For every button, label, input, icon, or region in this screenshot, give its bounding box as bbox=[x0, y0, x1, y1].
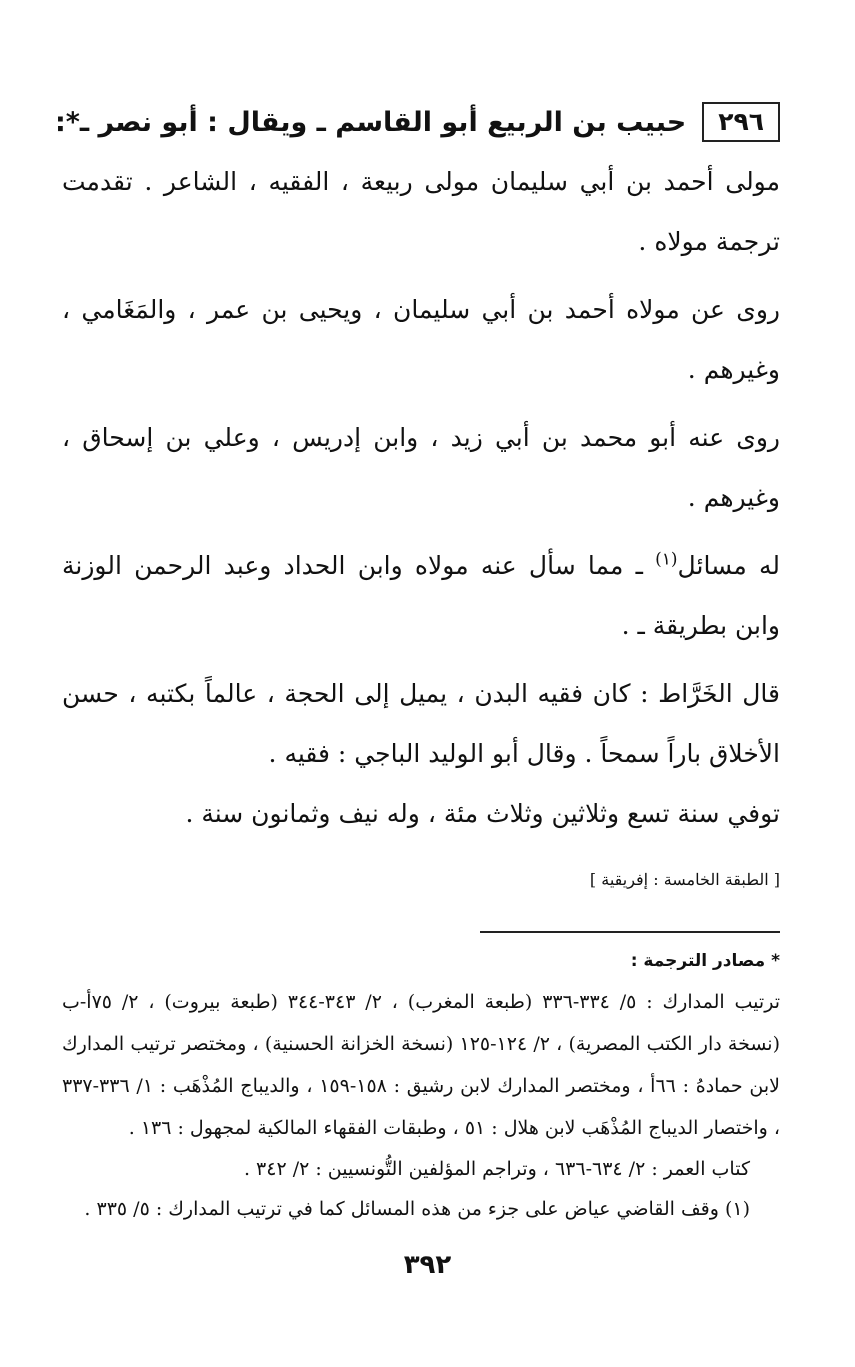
paragraph-description: قال الخَرَّاط : كان فقيه البدن ، يميل إلى الحجة ، عالماً بكتبه ، حسن الأخلاق باراً سمحاً . وقال أبو الوليد الباجي : فقيه . bbox=[62, 679, 780, 768]
page-content bbox=[54, 100, 780, 1229]
questions-text-start: له مسائل bbox=[677, 551, 780, 580]
sources-line-2: كتاب العمر : ٢/ ٦٣٤-٦٣٦ ، وتراجم المؤلفين التُّونسيين : ٢/ ٣٤٢ . bbox=[243, 1158, 750, 1180]
section-tag: [ الطبقة الخامسة : إفريقية ] bbox=[589, 870, 780, 889]
entry-title: حبيب بن الربيع أبو القاسم ـ ويقال : أبو نصر ـ*: bbox=[54, 106, 687, 138]
paragraph-patronage: مولى أحمد بن أبي سليمان مولى ربيعة ، الفقيه ، الشاعر . تقدمت ترجمة مولاه . bbox=[62, 167, 780, 256]
sources-text: ترتيب المدارك : ٥/ ٣٣٤-٣٣٦ (طبعة المغرب) ، ٢/ ٣٤٣-٣٤٤ (طبعة بيروت) ، ٢/ ٧٥أ-ب (نسخة دار الكتب المصرية) ، ٢/ ١٢٤-١٢٥ (نسخة الخزانة الحسنية) ، ومختصر ترتيب المدارك لابن حمادهُ : ٦٦أ ، ومختصر المدارك لابن رشيق : ١٥٨-١٥٩ ، والديباج المُذْهَب : ١/ ٣٣٦-٣٣٧ ، واختصار الديباج المُذْهَب لابن هلال : ٥١ ، وطبقات الفقهاء المالكية لمجهول : ١٣٦ . bbox=[62, 991, 780, 1139]
entry-heading bbox=[54, 100, 780, 144]
footnote-reference[interactable]: (١) bbox=[655, 549, 678, 570]
paragraph-questions bbox=[62, 536, 780, 656]
entry-number: ٢٩٦ bbox=[702, 102, 780, 142]
footnote-1: (١) وقف القاضي عياض على جزء من هذه المسائل كما في ترتيب المدارك : ٥/ ٣٣٥ . bbox=[84, 1198, 750, 1220]
paragraph-narrated-by: روى عنه أبو محمد بن أبي زيد ، وابن إدريس ، وعلي بن إسحاق ، وغيرهم . bbox=[62, 423, 780, 512]
paragraph-narrated-from: روى عن مولاه أحمد بن أبي سليمان ، ويحيى بن عمر ، والمَغَامي ، وغيرهم . bbox=[62, 295, 780, 384]
footnote-divider bbox=[480, 931, 780, 933]
questions-text-end: ـ مما سأل عنه مولاه وابن الحداد وعبد الرحمن الوزنة وابن بطريقة ـ . bbox=[62, 551, 780, 640]
sources-heading: * مصادر الترجمة : bbox=[630, 951, 780, 971]
paragraph-death: توفي سنة تسع وثلاثين وثلاث مئة ، وله نيف وثمانون سنة . bbox=[185, 799, 780, 828]
page-number: ٣٩٢ bbox=[403, 1250, 452, 1280]
